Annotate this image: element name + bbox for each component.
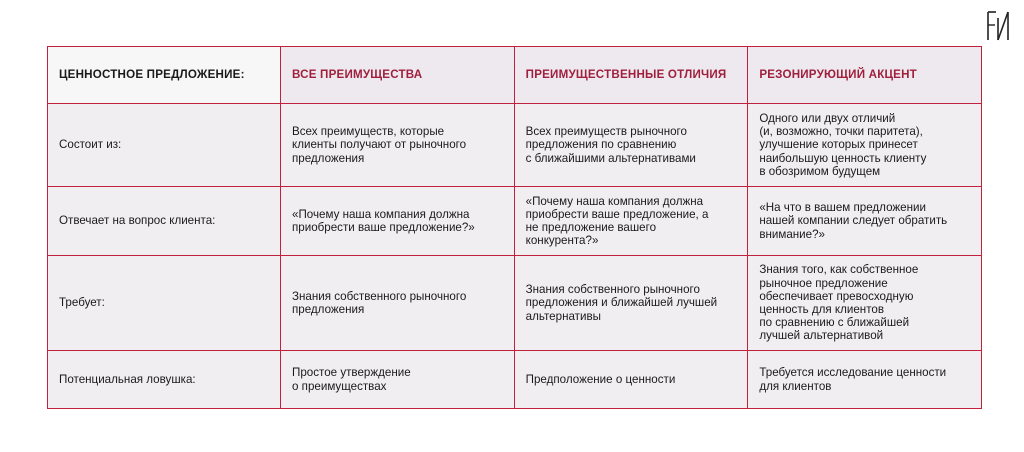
table-cell: Предположение о ценности <box>514 351 748 409</box>
value-proposition-table <box>47 46 982 409</box>
table-cell: Всех преимуществ, которые клиенты получают от рыночного предложения <box>281 104 515 187</box>
brand-logo-icon <box>984 10 1012 42</box>
header-cell-all-benefits: ВСЕ ПРЕИМУЩЕСТВА <box>281 47 515 104</box>
table-cell: Всех преимуществ рыночного предложения по сравнению с ближайшими альтернативами <box>514 104 748 187</box>
table-cell: «Почему наша компания должна приобрести ваше предложение?» <box>281 187 515 256</box>
header-cell-label: ЦЕННОСТНОЕ ПРЕДЛОЖЕНИЕ: <box>48 47 281 104</box>
table-cell: Знания собственного рыночного предложения и ближайшей лучшей альтернативы <box>514 256 748 351</box>
table-cell: Знания собственного рыночного предложения <box>281 256 515 351</box>
table-header-row <box>48 47 982 104</box>
table-cell: Простое утверждение о преимуществах <box>281 351 515 409</box>
header-cell-resonating-focus: РЕЗОНИРУЮЩИЙ АКЦЕНТ <box>748 47 982 104</box>
table-row <box>48 351 982 409</box>
row-label: Требует: <box>48 256 281 351</box>
header-cell-favorable-differences: ПРЕИМУЩЕСТВЕННЫЕ ОТЛИЧИЯ <box>514 47 748 104</box>
row-label: Потенциальная ловушка: <box>48 351 281 409</box>
row-label: Состоит из: <box>48 104 281 187</box>
row-label: Отвечает на вопрос клиента: <box>48 187 281 256</box>
table-row <box>48 104 982 187</box>
table-cell: Знания того, как собственное рыночное предложение обеспечивает превосходную ценность для клиентов по сравнению с ближайшей лучшей альтернативой <box>748 256 982 351</box>
table-row <box>48 256 982 351</box>
table-cell: «Почему наша компания должна приобрести ваше предложение, а не предложение вашего конкурента?» <box>514 187 748 256</box>
table-cell: «На что в вашем предложении нашей компании следует обратить внимание?» <box>748 187 982 256</box>
table-row <box>48 187 982 256</box>
table-cell: Требуется исследование ценности для клиентов <box>748 351 982 409</box>
table-cell: Одного или двух отличий (и, возможно, точки паритета), улучшение которых принесет наибольшую ценность клиенту в обозримом будущем <box>748 104 982 187</box>
